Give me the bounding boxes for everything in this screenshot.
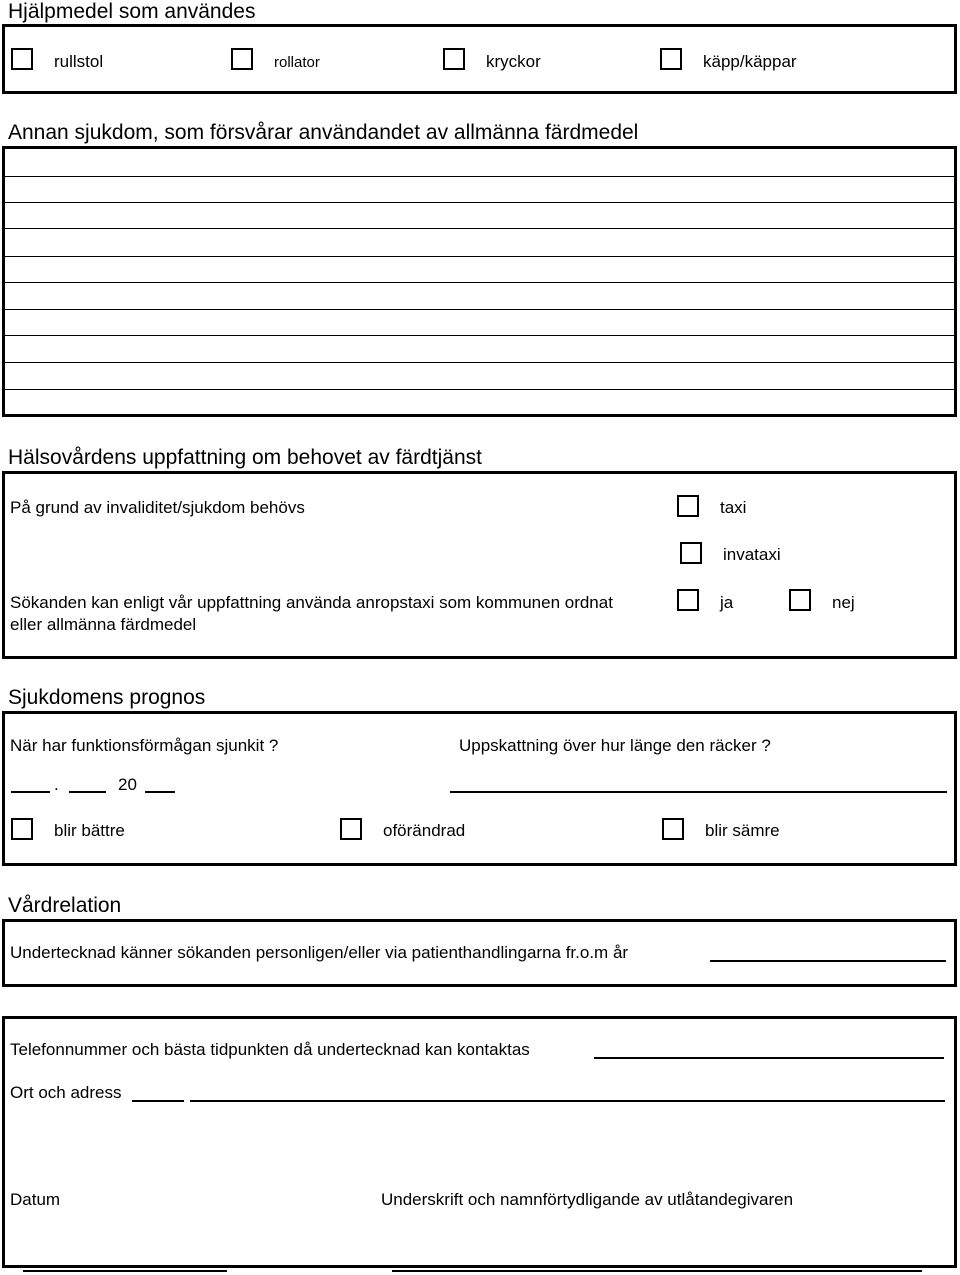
- date-signature-field[interactable]: [23, 1270, 227, 1272]
- label-invataxi: invataxi: [723, 545, 781, 564]
- label-ja: ja: [720, 593, 734, 612]
- date-year-field[interactable]: [145, 791, 175, 793]
- checkbox-kryckor[interactable]: [443, 48, 465, 70]
- checkbox-taxi[interactable]: [677, 495, 699, 517]
- writing-line-2[interactable]: [3, 202, 957, 203]
- prognosis-box: [2, 711, 957, 866]
- aids-title: Hjälpmedel som användes: [8, 0, 256, 23]
- needs-label: På grund av invaliditet/sjukdom behövs: [10, 498, 305, 517]
- checkbox-rullstol[interactable]: [11, 48, 33, 70]
- address-label: Ort och adress: [10, 1083, 122, 1102]
- estimate-label: Uppskattning över hur länge den räcker ?: [459, 736, 771, 755]
- address-field-short[interactable]: [132, 1100, 184, 1102]
- prognosis-title: Sjukdomens prognos: [8, 686, 206, 709]
- checkbox-kapp[interactable]: [660, 48, 682, 70]
- address-field[interactable]: [190, 1100, 945, 1102]
- care-year-field[interactable]: [710, 960, 946, 962]
- date-separator: .: [54, 775, 59, 794]
- checkbox-nej[interactable]: [789, 589, 811, 611]
- label-oforandrad: oförändrad: [383, 821, 466, 840]
- date-month-field[interactable]: [69, 791, 106, 793]
- signature-field[interactable]: [392, 1270, 922, 1272]
- writing-line-7[interactable]: [3, 335, 957, 336]
- checkbox-oforandrad[interactable]: [340, 818, 362, 840]
- phone-field[interactable]: [594, 1057, 944, 1059]
- other-illness-title: Annan sjukdom, som försvårar användandet av allmänna färdmedel: [8, 121, 639, 144]
- estimate-field[interactable]: [450, 791, 947, 793]
- question-line-2: eller allmänna färdmedel: [10, 615, 197, 634]
- label-kapp: käpp/käppar: [703, 52, 797, 71]
- question-line-1: Sökanden kan enligt vår uppfattning använda anropstaxi som kommunen ordnat: [10, 593, 613, 612]
- writing-line-8[interactable]: [3, 362, 957, 363]
- checkbox-blir-samre[interactable]: [662, 818, 684, 840]
- sign-label: Underskrift och namnförtydligande av utlåtandegivaren: [381, 1190, 794, 1209]
- label-nej: nej: [832, 593, 855, 612]
- when-label: När har funktionsförmågan sjunkit ?: [10, 736, 279, 755]
- assessment-title: Hälsovårdens uppfattning om behovet av färdtjänst: [8, 446, 482, 469]
- phone-label: Telefonnummer och bästa tidpunkten då undertecknad kan kontaktas: [10, 1040, 530, 1059]
- date-day-field[interactable]: [11, 791, 50, 793]
- care-title: Vårdrelation: [8, 894, 122, 917]
- care-statement: Undertecknad känner sökanden personligen/eller via patienthandlingarna fr.o.m år: [10, 943, 629, 962]
- writing-line-9[interactable]: [3, 389, 957, 390]
- checkbox-ja[interactable]: [677, 589, 699, 611]
- writing-line-6[interactable]: [3, 309, 957, 310]
- label-blir-samre: blir sämre: [705, 821, 780, 840]
- aids-box: [2, 24, 957, 94]
- writing-line-4[interactable]: [3, 256, 957, 257]
- label-rullstol: rullstol: [54, 52, 104, 71]
- writing-line-3[interactable]: [3, 228, 957, 229]
- label-rollator: rollator: [274, 54, 320, 71]
- writing-line-1[interactable]: [3, 176, 957, 177]
- checkbox-blir-battre[interactable]: [11, 818, 33, 840]
- checkbox-rollator[interactable]: [231, 48, 253, 70]
- label-kryckor: kryckor: [486, 52, 541, 71]
- label-taxi: taxi: [720, 498, 747, 517]
- label-blir-battre: blir bättre: [54, 821, 125, 840]
- date-century: 20: [118, 775, 137, 794]
- writing-line-5[interactable]: [3, 282, 957, 283]
- date-label: Datum: [10, 1190, 61, 1209]
- checkbox-invataxi[interactable]: [680, 542, 702, 564]
